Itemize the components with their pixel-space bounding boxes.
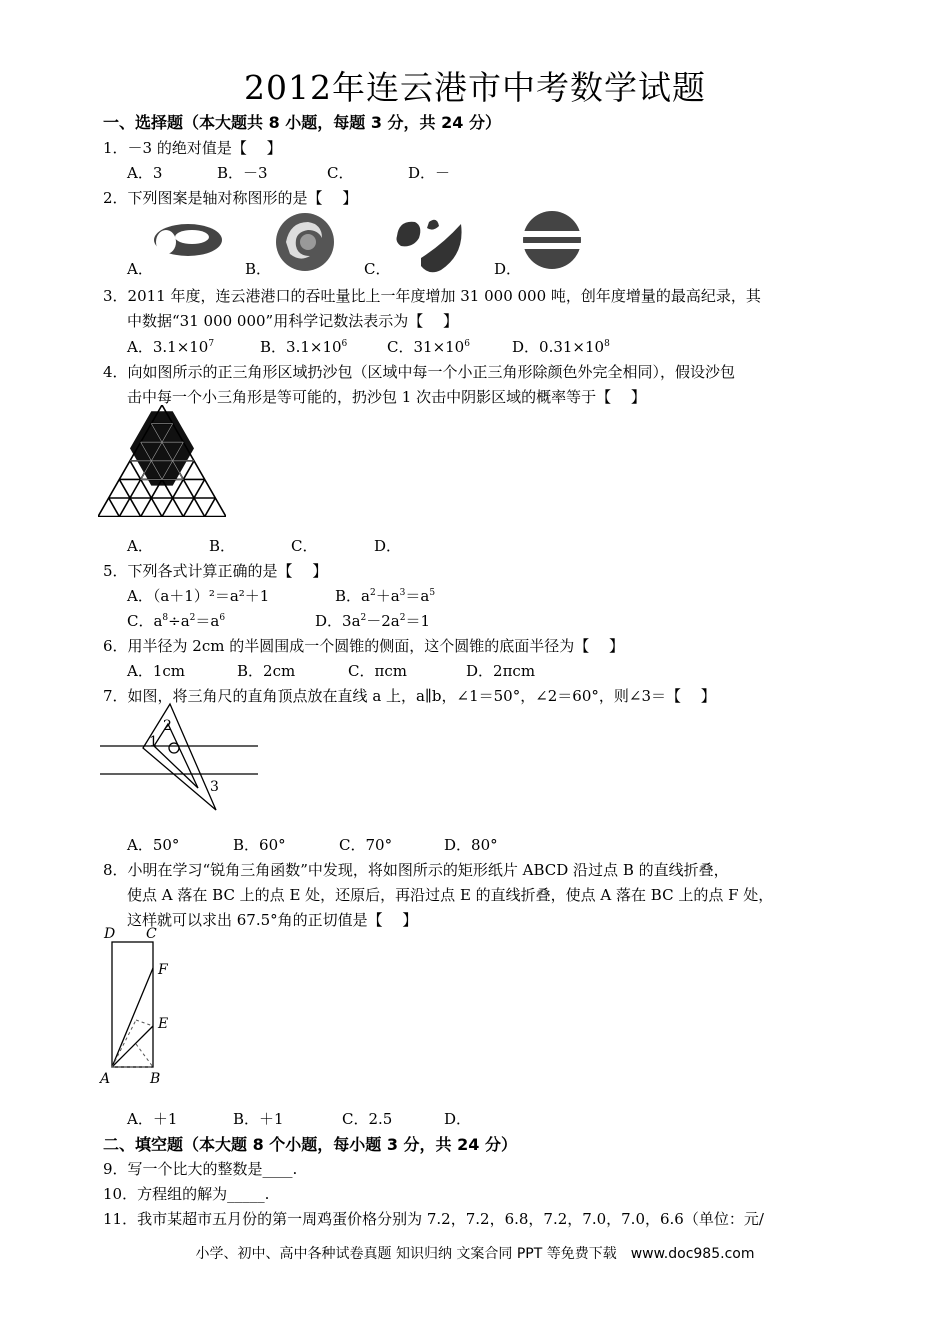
q3-line1: 3．2011 年度，连云港港口的吞吐量比上一年度增加 31 000 000 吨，创年度增量的最高纪录，其	[103, 287, 761, 305]
q8-option-a: A．＋1	[127, 1110, 178, 1128]
q6-option-a: A．1cm	[127, 662, 186, 680]
q11-stem: 11．我市某超市五月份的第一周鸡蛋价格分别为 7.2，7.2，6.8，7.2，7.0，7.0，6.6（单位：元/	[103, 1210, 764, 1228]
q8-line2: 使点 A 落在 BC 上的点 E 处，还原后，再沿过点 E 的直线折叠，使点 A 落在 BC 上的点 F 处，	[127, 886, 774, 904]
q2-figure-a	[150, 218, 222, 262]
q7-option-d: D．80°	[444, 836, 498, 854]
q3-option-b: B．$3.1\times 10^6$	[260, 338, 348, 356]
q9-stem: 9．写一个比大的整数是____.	[103, 1160, 298, 1178]
q7-stem: 7．如图，将三角尺的直角顶点放在直线 a 上，a∥b，∠1＝50°，∠2＝60°，则∠3＝【 】	[103, 687, 716, 705]
q2-figure-d	[522, 210, 582, 270]
q2-option-b: B．	[245, 260, 272, 278]
q5-stem: 5．下列各式计算正确的是【 】	[103, 562, 328, 580]
q6-option-b: B．2cm	[237, 662, 296, 680]
q8-label-e: E	[158, 1016, 169, 1032]
q8-label-f: F	[158, 962, 168, 978]
q4-option-b: B．	[209, 537, 236, 555]
q2-option-a: A．	[127, 260, 153, 278]
q10-stem: 10．方程组的解为_____.	[103, 1185, 270, 1203]
q2-figure-c	[393, 214, 465, 276]
q3-option-d: D．$0.31\times 10^8$	[512, 338, 610, 356]
q3-option-c: C．$31\times 10^6$	[387, 338, 470, 356]
q7-label-2: 2	[163, 718, 172, 734]
q4-option-d: D．	[374, 537, 402, 555]
q5-option-a: A．（a＋1）²＝a²＋1	[127, 587, 270, 605]
q8-label-a: A	[100, 1071, 111, 1087]
q7-option-c: C．70°	[339, 836, 393, 854]
q6-option-d: D．2πcm	[466, 662, 536, 680]
section2-heading: 二、填空题（本大题 8 个小题，每小题 3 分，共 24 分）	[103, 1135, 517, 1154]
q2-option-c: C．	[364, 260, 391, 278]
q8-option-d: D．	[444, 1110, 472, 1128]
q6-option-c: C．πcm	[348, 662, 407, 680]
q4-line2: 击中每一个小三角形是等可能的，扔沙包 1 次击中阴影区域的概率等于【 】	[127, 388, 646, 406]
q8-label-c: C	[146, 926, 157, 942]
q1-option-a: A．3	[127, 164, 163, 182]
q1-option-b: B．－3	[217, 164, 268, 182]
q2-option-d: D．	[494, 260, 522, 278]
q6-stem: 6．用半径为 2cm 的半圆围成一个圆锥的侧面，这个圆锥的底面半径为【 】	[103, 637, 625, 655]
q2-figure-b	[272, 212, 338, 272]
q1-option-d: D．－	[408, 164, 451, 182]
q7-label-1: 1	[149, 734, 158, 750]
q2-stem: 2．下列图案是轴对称图形的是【 】	[103, 189, 358, 207]
q7-option-a: A．50°	[127, 836, 180, 854]
q8-line3: 这样就可以求出 67.5°角的正切值是【 】	[127, 911, 418, 929]
q4-option-a: A．	[127, 537, 153, 555]
q3-option-a: A．$3.1\times 10^7$	[127, 338, 215, 356]
q8-line1: 8．小明在学习“锐角三角函数”中发现，将如图所示的矩形纸片 ABCD 沿过点 B 的直线折叠，	[103, 861, 729, 879]
q8-rectangle-figure	[98, 924, 182, 1090]
q5-option-b: B．$a^2+a^3=a^5$	[335, 587, 436, 605]
q7-figure	[98, 702, 260, 814]
q7-label-3: 3	[210, 779, 219, 795]
q8-option-c: C．2.5	[342, 1110, 393, 1128]
q4-triangle-figure	[98, 405, 226, 517]
q7-option-b: B．60°	[233, 836, 286, 854]
q8-label-b: B	[150, 1071, 161, 1087]
q5-option-d: D．$3a^2-2a^2=1$	[315, 612, 431, 630]
q1-stem: 1．－3 的绝对值是【 】	[103, 139, 282, 157]
page-title: 2012年连云港市中考数学试题	[244, 68, 706, 107]
q4-option-c: C．	[291, 537, 318, 555]
q8-label-d: D	[104, 926, 116, 942]
q1-option-c: C．	[327, 164, 354, 182]
q4-line1: 4．向如图所示的正三角形区域扔沙包（区域中每一个小正三角形除颜色外完全相同），假设沙包	[103, 363, 736, 381]
q5-option-c: C．$a^8\div a^2=a^6$	[127, 612, 226, 630]
section1-heading: 一、选择题（本大题共 8 小题，每题 3 分，共 24 分）	[103, 113, 501, 132]
footer-text: 小学、初中、高中各种试卷真题 知识归纳 文案合同 PPT 等免费下载 www.doc985.com	[195, 1246, 755, 1262]
q8-option-b: B．＋1	[233, 1110, 284, 1128]
q3-line2: 中数据“31 000 000”用科学记数法表示为【 】	[127, 312, 458, 330]
